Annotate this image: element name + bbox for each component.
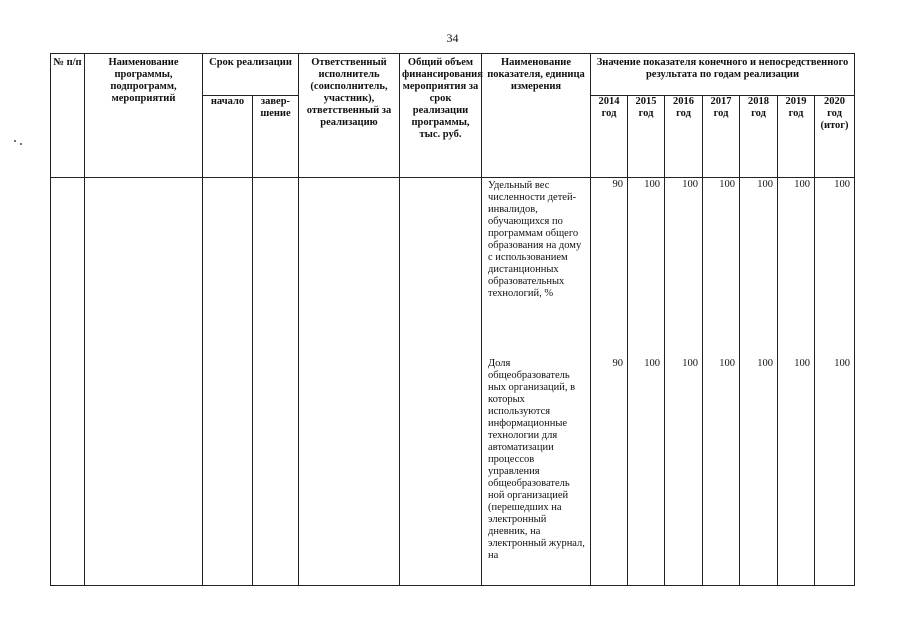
page-number: 34 (446, 31, 459, 45)
cell-values-2015 (628, 178, 665, 586)
header-term-end: завер-шение (253, 96, 299, 178)
indicator-value: 100 (757, 358, 773, 369)
header-values-title: Значение показателя конечного и непосредственного результата по годам реализации (591, 54, 855, 96)
indicator-value: 100 (794, 179, 810, 190)
indicator-value: 100 (644, 358, 660, 369)
indicator-value: 100 (834, 179, 850, 190)
indicator-value: 100 (719, 179, 735, 190)
cell-executor (299, 178, 400, 586)
cell-program (85, 178, 203, 586)
indicator-value: 100 (757, 179, 773, 190)
cell-values-2019 (778, 178, 815, 586)
indicator-value: 90 (612, 358, 623, 369)
cell-term-end (253, 178, 299, 586)
cell-values-2016 (665, 178, 703, 586)
cell-num (51, 178, 85, 586)
indicator-value: 100 (644, 179, 660, 190)
header-funding: Общий объем финансирования мероприятия за срок реализации программы, тыс. руб. (400, 54, 482, 178)
header-year: 2015 год (628, 96, 665, 178)
header-year: 2014 год (591, 96, 628, 178)
header-executor: Ответственный исполнитель (соисполнитель, участник), ответственный за реализацию (299, 54, 400, 178)
indicator-value: 100 (682, 358, 698, 369)
scan-speck (14, 140, 16, 142)
cell-indicators (482, 178, 591, 586)
indicator-text: Удельный вес численности детей-инвалидов, обучающихся по программам общего образования на дому с использованием дистанционных образовательных технологий, % (488, 180, 582, 299)
header-year: 2016 год (665, 96, 703, 178)
header-year: 2017 год (703, 96, 740, 178)
cell-values-2020 (815, 178, 855, 586)
table-row (51, 178, 855, 586)
cell-term-start (203, 178, 253, 586)
indicator-value: 100 (682, 179, 698, 190)
program-table (50, 53, 855, 586)
indicator-value: 100 (719, 358, 735, 369)
header-term-start: начало (203, 96, 253, 178)
header-year: 2020 год (итог) (815, 96, 855, 178)
header-term: Срок реализации (203, 54, 299, 96)
header-num: № п/п (51, 54, 85, 178)
header-indicator: Наименование показателя, единица измерения (482, 54, 591, 178)
header-program: Наименование программы, подпрограмм, мероприятий (85, 54, 203, 178)
cell-values-2018 (740, 178, 778, 586)
indicator-value: 90 (612, 179, 623, 190)
indicator-text: Доля общеобразователь ных организаций, в которых используются информационные технологии для автоматизации процессов управления общеобразователь ной организацией (перешедших на электронный дневник, на электронный журнал, на (488, 358, 585, 561)
cell-funding (400, 178, 482, 586)
header-year: 2018 год (740, 96, 778, 178)
indicator-value: 100 (834, 358, 850, 369)
cell-values-2017 (703, 178, 740, 586)
indicator-value: 100 (794, 358, 810, 369)
cell-values-2014 (591, 178, 628, 586)
scan-speck (20, 143, 22, 145)
header-year: 2019 год (778, 96, 815, 178)
